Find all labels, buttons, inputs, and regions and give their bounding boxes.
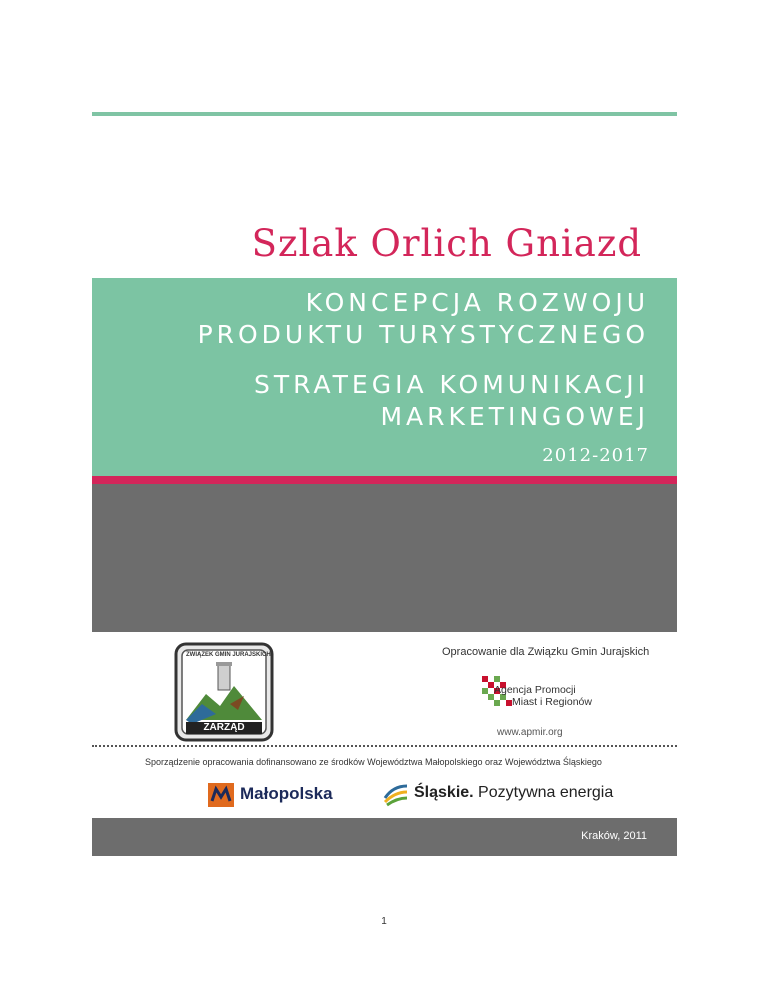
slaskie-logo-icon — [383, 782, 409, 806]
footer-band — [92, 818, 677, 856]
subtitle-line-3: STRATEGIA KOMUNIKACJI — [254, 370, 649, 399]
document-title: Szlak Orlich Gniazd — [251, 222, 642, 265]
red-rule — [92, 476, 677, 484]
subtitle-line-1: KONCEPCJA ROZWOJU — [305, 288, 649, 317]
slaskie-logo-text — [414, 784, 613, 802]
slaskie-logo-bold: Śląskie. — [414, 784, 474, 801]
funding-note: Sporządzenie opracowania dofinansowano ze środków Województwa Małopolskiego oraz Województwa Śląskiego — [145, 757, 602, 767]
subtitle-line-4: MARKETINGOWEJ — [380, 402, 649, 431]
dotted-separator — [92, 745, 677, 747]
slaskie-logo-rest: Pozytywna energia — [473, 784, 614, 801]
emblem-text-bottom: ZARZĄD — [203, 722, 245, 733]
gray-block — [92, 484, 677, 632]
subtitle-line-2: PRODUKTU TURYSTYCZNEGO — [197, 320, 649, 349]
title-band — [92, 278, 677, 476]
years-range: 2012-2017 — [542, 445, 649, 466]
agency-name-line-1: Agencja Promocji — [494, 684, 576, 696]
malopolska-logo-icon — [208, 783, 234, 807]
emblem-text-top: ZWIĄZEK GMIN JURAJSKICH — [186, 652, 271, 658]
top-accent-rule — [92, 112, 677, 116]
page-number: 1 — [381, 916, 387, 927]
place-date: Kraków, 2011 — [581, 830, 647, 842]
agency-url: www.apmir.org — [497, 727, 563, 738]
union-emblem-logo — [172, 640, 276, 744]
malopolska-logo-text: Małopolska — [240, 784, 333, 803]
agency-name-line-2: Miast i Regionów — [512, 696, 592, 708]
prepared-for-text: Opracowanie dla Związku Gmin Jurajskich — [442, 646, 650, 658]
